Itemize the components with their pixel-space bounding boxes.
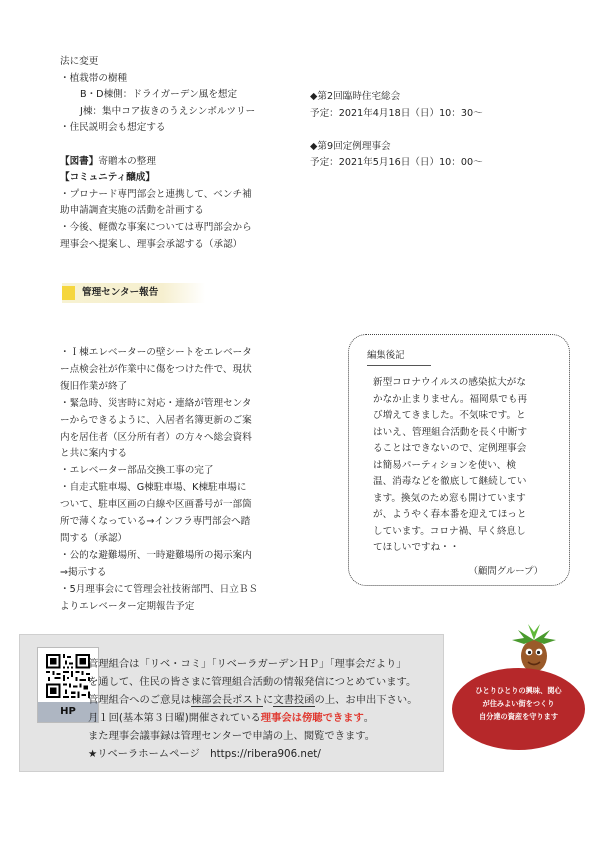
- qr-code-icon: [46, 654, 90, 698]
- motto-line: が住みよい街をつくり: [482, 699, 555, 708]
- motto-line: 自分達の資産を守ります: [478, 712, 559, 721]
- homepage-link[interactable]: ★リベーラホームページ https://ribera906.net/: [88, 748, 321, 761]
- text-line: ・植栽帯の樹種: [60, 72, 128, 84]
- footer-line: 管理組合は「リベ・コミ」「リベーラガーデンＨＰ」「理事会だより」: [88, 658, 407, 670]
- schedule-date: 予定：2021年5月16日（日）10：00～: [310, 157, 483, 169]
- editor-signature: （顧問グループ）: [468, 566, 543, 577]
- observation-highlight: 理事会は傍聴できます: [260, 712, 364, 725]
- footer-info-box: [19, 634, 444, 772]
- schedule-column: [310, 89, 483, 172]
- schedule-date: 予定：2021年4月18日（日）10：30～: [310, 107, 483, 119]
- editor-note-title: 編集後記: [367, 349, 431, 366]
- footer-text-segment: 。: [363, 712, 375, 725]
- schedule-title: ◆第2回臨時住宅総会: [310, 91, 401, 102]
- editor-note-text: [373, 375, 527, 557]
- text-line: ます。換気のため窓も開けています: [373, 492, 526, 504]
- text-line: 理事会へ提案し、理事会承認する（承認）: [60, 238, 243, 250]
- heading-marker: [62, 286, 75, 300]
- editor-note-box: [348, 334, 570, 586]
- text-line: ・5月理事会にて管理会社技術部門、日立ＢＳ: [60, 583, 258, 595]
- spacer-line: [60, 137, 255, 154]
- text-line: かなか止まりません。福岡県でも再: [373, 393, 528, 405]
- text-line: び増えてきました。不気味です。と: [373, 410, 526, 421]
- footer-text-segment: 月１回(基本第３日曜)開催されている: [88, 712, 261, 725]
- footer-line: [88, 709, 418, 727]
- management-report: [60, 345, 258, 616]
- text-line: 問する（承認）: [60, 532, 128, 544]
- text-line: B・D棟側：ドライガーデン風を想定: [80, 89, 238, 101]
- motto-line: ひとりひとりの興味、関心: [475, 686, 562, 695]
- text-line: 助申請調査実施の活動を計画する: [60, 205, 204, 217]
- footer-text-segment: に: [263, 694, 274, 707]
- submission-highlight: 文書投函: [273, 694, 315, 707]
- text-line: ⇒掲示する: [60, 566, 107, 578]
- footer-text-segment: 管理組合へのご意見は: [88, 694, 191, 707]
- text-line: ・緊急時、災害時に対応・連絡が管理センタ: [60, 397, 252, 409]
- text-line: 法に変更: [60, 56, 99, 67]
- hp-label: HP: [38, 702, 98, 722]
- text-line: ・公的な避難場所、一時避難場所の掲示案内: [60, 549, 252, 561]
- motto-text: [452, 684, 585, 723]
- text-line: が、ようやく春本番を迎えてほっと: [373, 509, 527, 520]
- text-line: 新型コロナウイルスの感染拡大がな: [373, 377, 526, 388]
- spacer-line: [310, 122, 483, 139]
- footer-line: を通して、住民の皆さまに管理組合活動の情報発信につとめています。: [88, 676, 417, 689]
- text-line: ・住民説明会も想定する: [60, 122, 166, 134]
- text-line: よりエレベーター定期報告予定: [60, 600, 195, 612]
- text-line: 温、消毒などを徹底して継続してい: [373, 476, 527, 487]
- community-heading: 【コミュニティ醸成】: [60, 172, 155, 184]
- footer-line: また理事会議事録は管理センターで申請の上、閲覧できます。: [88, 730, 376, 743]
- text-line: ・自走式駐車場、G棟駐車場、K棟駐車場に: [60, 482, 247, 494]
- text-line: はいえ、管理組合活動を長く中断す: [373, 426, 528, 438]
- text-line: ・プロナード専門部会と連携して、ベンチ補: [60, 188, 252, 200]
- text-line: ー点検会社が作業中に傷をつけた件で、現状: [60, 363, 252, 375]
- text-line: ・エレベーター部品交換工事の完了: [60, 465, 214, 477]
- library-item: 【図書】寄贈本の整理: [60, 155, 156, 167]
- footer-text: [88, 655, 418, 764]
- post-box-highlight: 棟部会長ポスト: [190, 694, 264, 707]
- motto-badge: [452, 668, 585, 750]
- section-heading-label: 管理センター報告: [82, 287, 159, 298]
- text-line: と共に案内する: [60, 448, 128, 460]
- text-line: 内を居住者（区分所有者）の方々へ総会資料: [60, 431, 252, 443]
- text-line: ついて、駐車区画の白線や区画番号が一部箇: [60, 499, 252, 511]
- text-line: 所で薄くなっている→インフラ専門部会へ踏: [60, 516, 251, 528]
- left-top-column: [60, 54, 255, 253]
- section-heading: [62, 283, 205, 303]
- library-text: 寄贈本の整理: [98, 155, 156, 167]
- footer-line: [88, 691, 418, 709]
- text-line: ・Ｉ棟エレベーターの壁シートをエレベータ: [60, 347, 252, 358]
- text-line: J棟：集中コア抜きのうえシンボルツリー: [80, 105, 256, 117]
- text-line: ることはできないので、定例理事会: [373, 443, 527, 454]
- footer-text-segment: の上、お申出下さい。: [314, 694, 418, 707]
- text-line: は簡易パーティションを使い、検: [373, 459, 516, 471]
- text-line: てほしいですね・・: [373, 542, 460, 553]
- text-line: しています。コロナ禍、早く終息し: [373, 525, 526, 537]
- schedule-title: ◆第9回定例理事会: [310, 140, 391, 152]
- text-line: 復旧作業が終了: [60, 380, 128, 392]
- text-line: ーからできるように、入居者名簿更新のご案: [60, 414, 252, 426]
- text-line: ・今後、軽微な事案については専門部会から: [60, 221, 252, 233]
